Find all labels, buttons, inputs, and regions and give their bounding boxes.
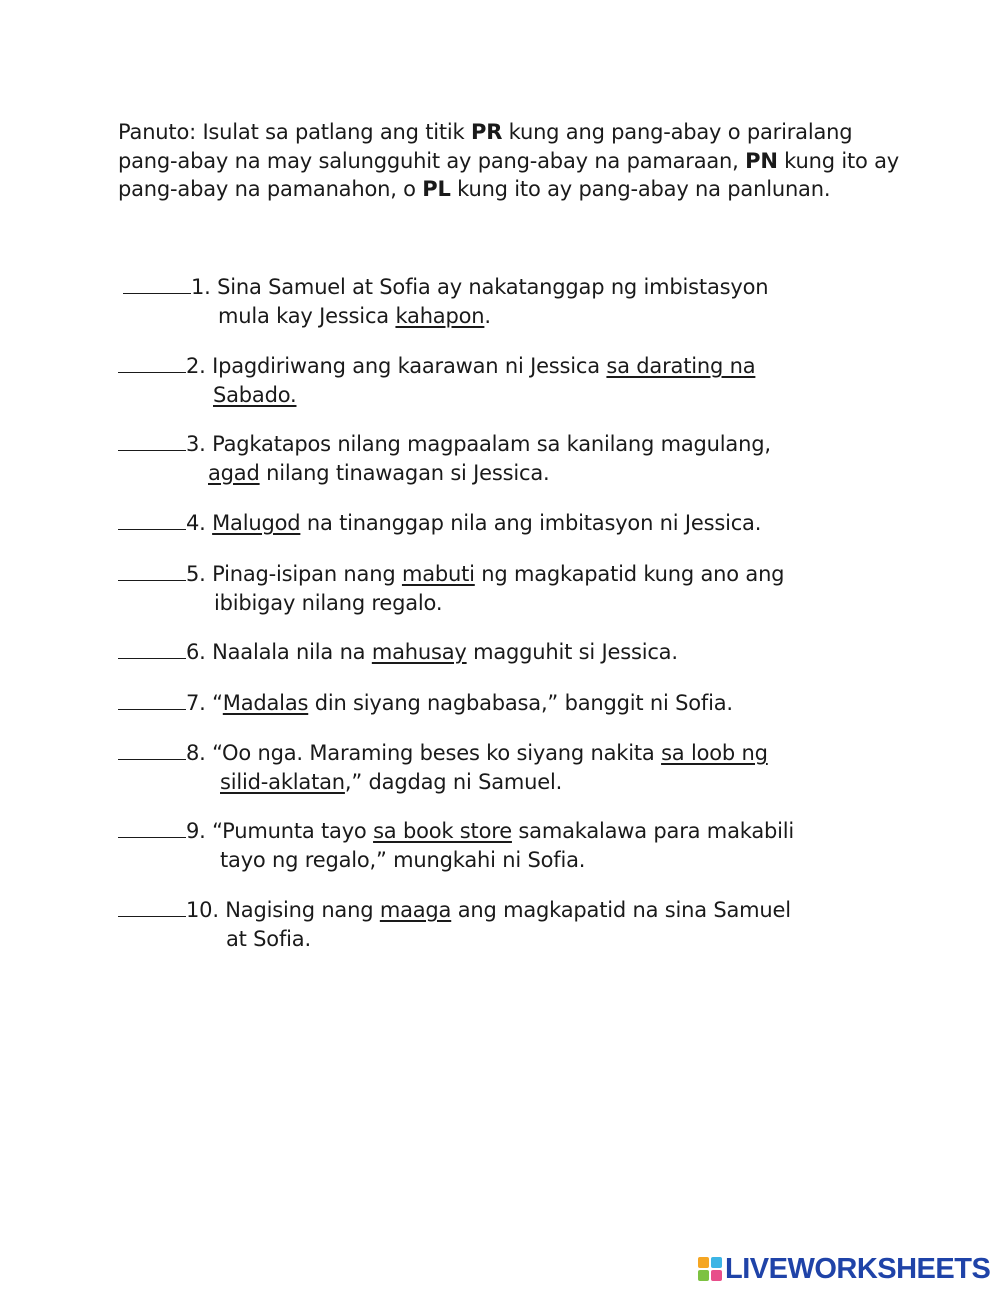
question-5: 5. Pinag-isipan nang mabuti ng magkapatid kung ano ang ibibigay nilang regalo. <box>118 560 938 617</box>
underlined-adverb: Madalas <box>222 691 309 715</box>
underlined-adverb: sa darating na <box>606 354 756 378</box>
question-number: 5. <box>186 562 206 586</box>
question-8: 8. “Oo nga. Maraming beses ko siyang nakita sa loob ng silid-aklatan,” dagdag ni Samuel. <box>118 739 938 796</box>
question-number: 7. <box>186 691 206 715</box>
question-number: 6. <box>186 640 206 664</box>
answer-blank-8[interactable] <box>118 739 186 760</box>
question-number: 9. <box>186 819 206 843</box>
answer-blank-4[interactable] <box>118 509 186 530</box>
question-number: 1. <box>191 275 211 299</box>
question-number: 3. <box>186 432 206 456</box>
underlined-adverb: agad <box>208 460 260 485</box>
question-2: 2. Ipagdiriwang ang kaarawan ni Jessica sa darating na Sabado. <box>118 352 938 409</box>
underlined-adverb: kahapon <box>395 303 485 328</box>
liveworksheets-logo-icon <box>697 1256 723 1282</box>
question-6: 6. Naalala nila na mahusay magguhit si Jessica. <box>118 638 938 667</box>
question-4: 4. Malugod na tinanggap nila ang imbitasyon ni Jessica. <box>118 509 938 538</box>
underlined-adverb: sa loob ng <box>661 741 768 765</box>
underlined-adverb: Sabado. <box>213 382 297 407</box>
code-pl: PL <box>422 177 451 201</box>
answer-blank-7[interactable] <box>118 689 186 710</box>
question-7: 7. “Madalas din siyang nagbabasa,” banggit ni Sofia. <box>118 689 938 718</box>
answer-blank-9[interactable] <box>118 817 186 838</box>
underlined-adverb: maaga <box>379 898 452 922</box>
logo-text: LIVEWORKSHEETS <box>725 1252 991 1285</box>
answer-blank-1[interactable] <box>123 273 191 294</box>
answer-blank-3[interactable] <box>118 430 186 451</box>
underlined-adverb: silid-aklatan <box>220 769 345 794</box>
underlined-adverb: mahusay <box>371 640 467 664</box>
question-1: 1. Sina Samuel at Sofia ay nakatanggap ng imbistasyon mula kay Jessica kahapon. <box>118 273 938 330</box>
answer-blank-10[interactable] <box>118 896 186 917</box>
underlined-adverb: mabuti <box>401 562 475 586</box>
underlined-adverb: Malugod <box>212 511 301 535</box>
underlined-adverb: sa book store <box>373 819 512 843</box>
answer-blank-2[interactable] <box>118 352 186 373</box>
liveworksheets-logo <box>697 1253 990 1285</box>
question-number: 10. <box>186 898 219 922</box>
code-pr: PR <box>471 120 503 144</box>
question-number: 2. <box>186 354 206 378</box>
question-10: 10. Nagising nang maaga ang magkapatid na sina Samuel at Sofia. <box>118 896 938 953</box>
answer-blank-6[interactable] <box>118 638 186 659</box>
question-3: 3. Pagkatapos nilang magpaalam sa kanilang magulang, agad nilang tinawagan si Jessica. <box>118 430 938 487</box>
code-pn: PN <box>745 148 778 173</box>
instructions: Panuto: Isulat sa patlang ang titik PR kung ang pang-abay o pariralang pang-abay na may salungguhit ay pang-abay na pamaraan, PN kung ito ay pang-abay na pamanahon, o PL kung ito ay pang-abay na panlunan. <box>118 120 900 201</box>
answer-blank-5[interactable] <box>118 560 186 581</box>
question-9: 9. “Pumunta tayo sa book store samakalawa para makabili tayo ng regalo,” mungkahi ni Sofia. <box>118 817 938 874</box>
question-number: 4. <box>186 511 206 535</box>
question-number: 8. <box>186 741 206 765</box>
